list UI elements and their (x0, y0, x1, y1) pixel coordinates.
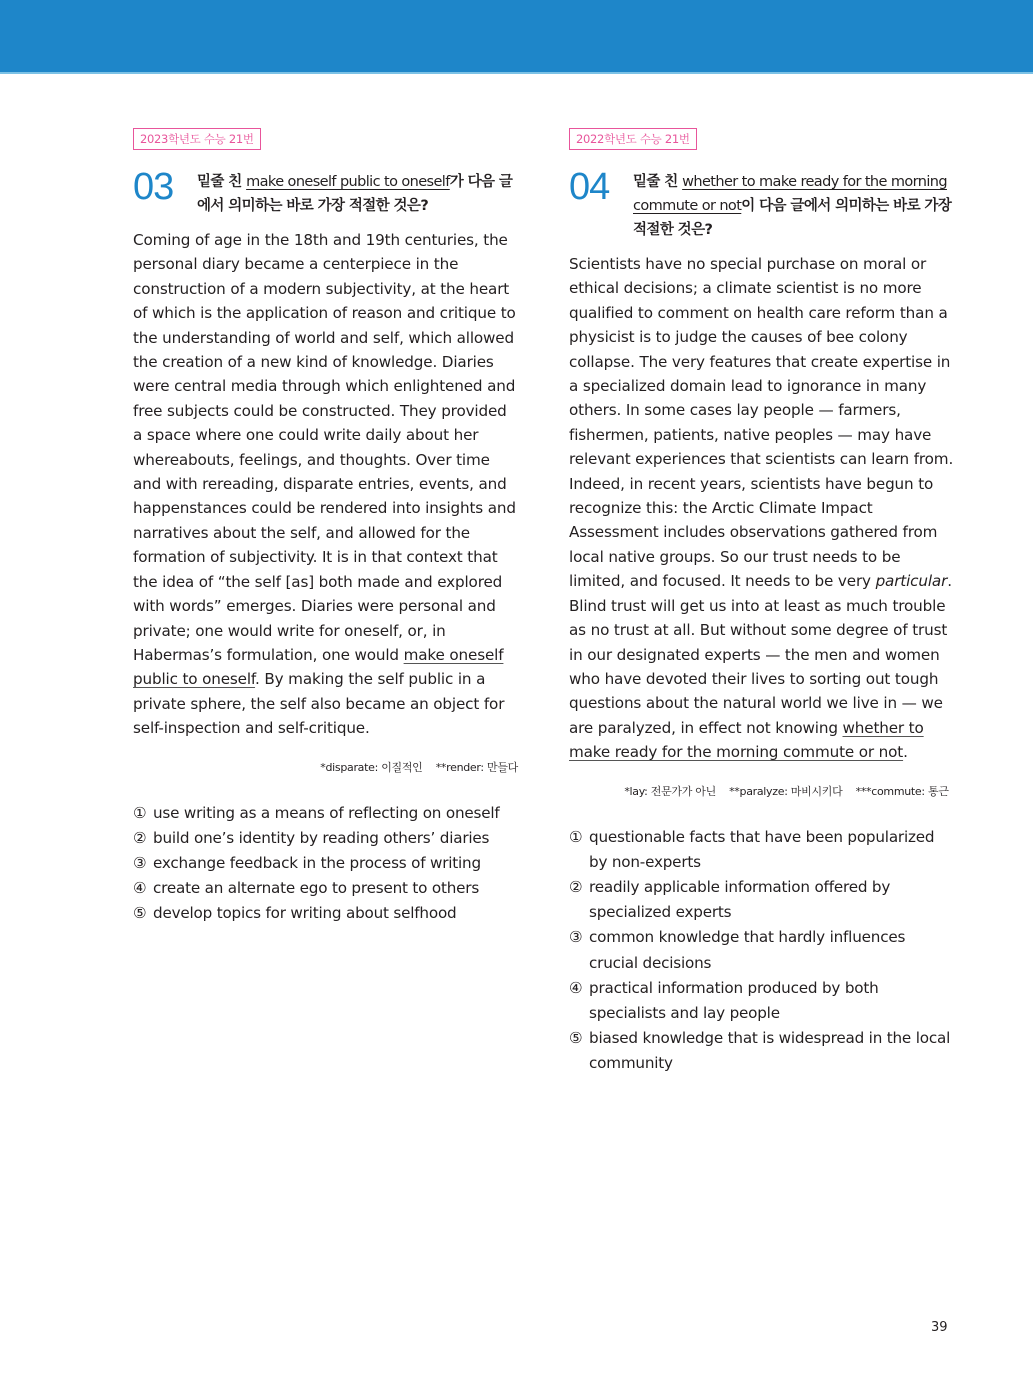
passage-italic-word: particular (875, 572, 948, 591)
option-text: exchange feedback in the process of writing (153, 853, 481, 872)
glossary-item: *disparate: 이질적인 (320, 760, 423, 774)
passage-text: . (903, 743, 908, 762)
passage (569, 252, 954, 765)
option-text: common knowledge that hardly influences crucial decisions (589, 928, 906, 972)
glossary (133, 759, 518, 775)
passage-text: . Blind trust will get us into at least as much trouble as no trust at all. But without some degree of trust in our designated experts — the men and women who have devoted their lives to sorting out tough questions about the natural world we live in — we are paralyzed, in effect not knowing (569, 572, 952, 737)
answer-option[interactable] (133, 851, 518, 876)
title-suffix: 이 다음 글에서 의미하는 바로 가장 적절한 것은? (633, 198, 952, 238)
header-band-edge (0, 72, 1033, 74)
option-text: practical information produced by both specialists and lay people (589, 978, 879, 1022)
option-number: ② (133, 828, 147, 847)
question-header (569, 166, 954, 242)
answer-option[interactable] (569, 976, 954, 1026)
option-number: ③ (569, 928, 583, 947)
title-prefix: 밑줄 친 (633, 174, 683, 190)
answer-options (569, 825, 954, 1077)
question-number: 03 (133, 166, 174, 208)
answer-options (133, 801, 518, 927)
option-number: ④ (569, 978, 583, 997)
title-underlined-phrase: make oneself public to oneself (246, 174, 450, 190)
answer-option[interactable] (569, 925, 954, 975)
question-04 (569, 128, 954, 1077)
passage-text: Coming of age in the 18th and 19th centuries, the personal diary became a centerpiece in the construction of a modern subjectivity, at the heart of which is the application of reason and critique to the understanding of world and self, which allowed the creation of a new kind of knowledge. Diaries were central media through which enlightened and free subjects could be constructed. They provided a space where one could write daily about her whereabouts, feelings, and thoughts. Over time and with rereading, disparate entries, events, and happenstances could be rendered into insights and narratives about the self, and allowed for the formation of subjectivity. It is in that context that the idea of “the self [as] both made and explored with words” emerges. Diaries were personal and private; one would write for oneself, or, in Habermas’s formulation, one would (133, 231, 516, 664)
passage (133, 228, 518, 741)
title-prefix: 밑줄 친 (197, 174, 247, 190)
glossary (569, 783, 954, 799)
source-tag: 2023학년도 수능 21번 (133, 128, 261, 150)
title-underlined-phrase: whether to make ready for the morning commute or not (633, 174, 947, 214)
option-text: questionable facts that have been popularized by non-experts (589, 827, 935, 871)
passage-text: . By making the self public in a private sphere, the self also became an object for self-inspection and self-critique. (133, 670, 505, 738)
answer-option[interactable] (569, 825, 954, 875)
header-band (0, 0, 1033, 72)
question-03 (133, 128, 518, 927)
option-number: ① (133, 803, 147, 822)
answer-option[interactable] (133, 901, 518, 926)
passage-underlined-phrase: make oneself public to oneself (133, 645, 504, 689)
option-text: create an alternate ego to present to others (153, 879, 480, 898)
option-text: biased knowledge that is widespread in the local community (589, 1029, 951, 1073)
question-header (133, 166, 518, 218)
option-number: ② (569, 877, 583, 896)
glossary-item: ***commute: 통근 (855, 784, 949, 798)
answer-option[interactable] (133, 826, 518, 851)
option-number: ④ (133, 879, 147, 898)
answer-option[interactable] (133, 876, 518, 901)
title-suffix: 가 다음 글에서 의미하는 바로 가장 적절한 것은? (197, 174, 513, 214)
option-text: readily applicable information offered by specialized experts (589, 877, 891, 922)
option-text: develop topics for writing about selfhood (153, 904, 457, 923)
glossary-item: **render: 만들다 (435, 760, 518, 774)
question-title (633, 170, 954, 242)
option-text: build one’s identity by reading others’ diaries (153, 828, 490, 847)
option-number: ⑤ (133, 904, 147, 923)
answer-option[interactable] (133, 801, 518, 826)
option-number: ③ (133, 853, 147, 872)
option-number: ⑤ (569, 1029, 583, 1048)
answer-option[interactable] (569, 875, 954, 925)
source-tag: 2022학년도 수능 21번 (569, 128, 697, 150)
answer-option[interactable] (569, 1026, 954, 1076)
option-number: ① (569, 827, 583, 846)
passage-underlined-phrase: whether to make ready for the morning commute or not (569, 718, 924, 762)
question-number: 04 (569, 166, 610, 208)
glossary-item: **paralyze: 마비시키다 (729, 784, 843, 798)
passage-text: Scientists have no special purchase on moral or ethical decisions; a climate scientist is no more qualified to comment on health care reform than a physicist is to judge the causes of bee colony collapse. The very features that create expertise in a specialized domain lead to ignorance in many others. In some cases lay people — farmers, fishermen, patients, native peoples — may have relevant experiences that scientists can learn from. Indeed, in recent years, scientists have begun to recognize this: the Arctic Climate Impact Assessment includes observations gathered from local native groups. So our trust needs to be limited, and focused. It needs to be very (569, 255, 954, 591)
question-title (197, 170, 518, 218)
page-number: 39 (931, 1320, 948, 1335)
option-text: use writing as a means of reflecting on oneself (153, 803, 500, 822)
glossary-item: *lay: 전문가가 아닌 (624, 784, 716, 798)
